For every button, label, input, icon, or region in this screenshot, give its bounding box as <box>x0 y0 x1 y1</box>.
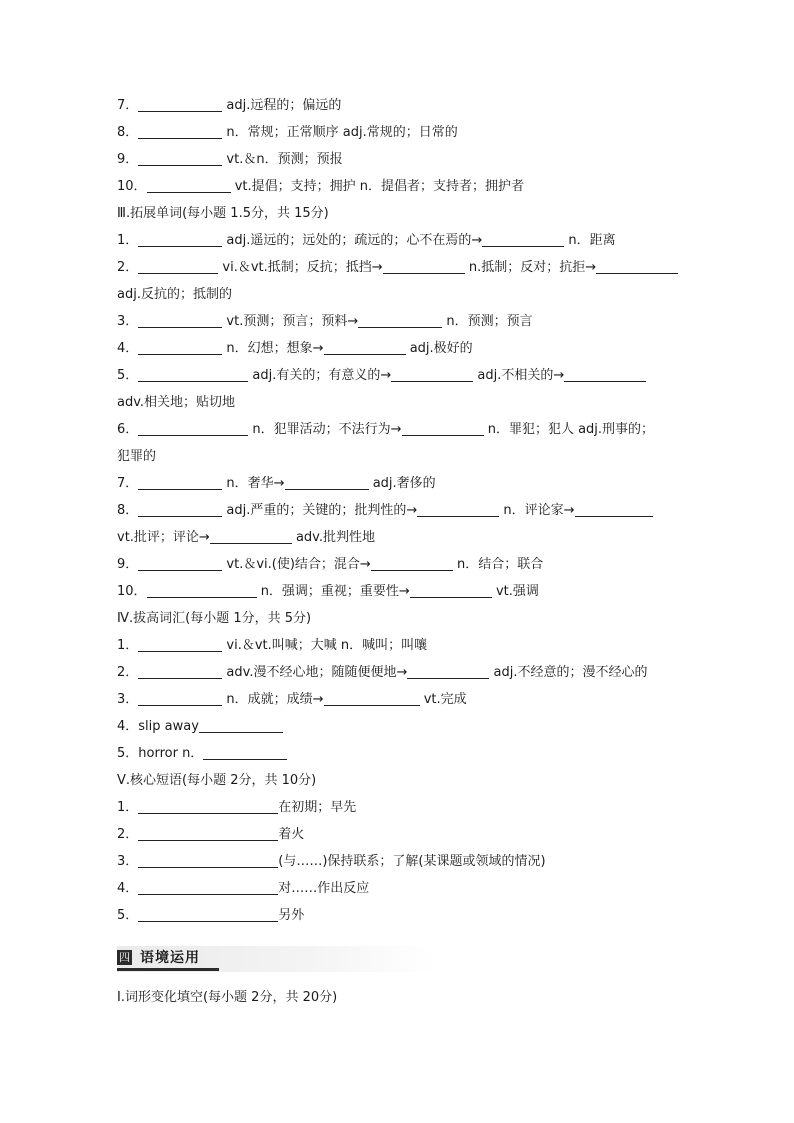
vocab-item-9: 9． vt.＆n．预测；预报 <box>117 152 343 167</box>
phrase-item-5: 5． 另外 <box>117 908 305 923</box>
answer-blank[interactable] <box>138 691 222 706</box>
section-underline <box>117 968 219 971</box>
answer-blank[interactable] <box>138 799 278 814</box>
phrase-item-1: 1． 在初期；早先 <box>117 800 357 815</box>
expand-item-8: 8． adj.严重的；关键的；批判性的→ n．评论家→ <box>117 497 682 524</box>
answer-blank[interactable] <box>138 421 248 436</box>
answer-blank[interactable] <box>147 583 257 598</box>
expand-item-6: 6． n．犯罪活动；不法行为→ n．罪犯；犯人 adj.刑事的； <box>117 422 655 437</box>
answer-blank[interactable] <box>138 124 222 139</box>
answer-blank[interactable] <box>138 556 222 571</box>
answer-blank[interactable] <box>482 232 564 247</box>
expand-item-3: 3． vt.预测；预言；预料→ n．预测；预言 <box>117 314 533 329</box>
answer-blank[interactable] <box>417 502 499 517</box>
vocab-item-10: 10． vt.提倡；支持；拥护 n．提倡者；支持者；拥护者 <box>117 179 524 194</box>
section-iv-heading: Ⅳ.拔高词汇(每小题 1分，共 5分) <box>117 611 312 626</box>
expand-item-6-cont: 犯罪的 <box>117 449 157 464</box>
expand-item-2: 2． vi.＆vt.抵制；反抗；抵挡→ n.抵制；反对；抗拒→ <box>117 254 682 281</box>
answer-blank[interactable] <box>324 340 406 355</box>
advanced-item-2: 2． adv.漫不经心地；随随便便地→ adj.不经意的；漫不经心的 <box>117 665 648 680</box>
expand-item-5: 5． adj.有关的；有意义的→ adj.不相关的→ <box>117 362 682 389</box>
expand-item-7: 7． n．奢华→ adj.奢侈的 <box>117 476 436 491</box>
section-v-heading: Ⅴ.核心短语(每小题 2分，共 10分) <box>117 773 317 788</box>
answer-blank[interactable] <box>138 502 222 517</box>
answer-blank[interactable] <box>210 529 292 544</box>
section-number-icon: 四 <box>119 951 130 964</box>
phrase-item-3: 3． (与……)保持联系；了解(某课题或领域的情况) <box>117 854 546 869</box>
answer-blank[interactable] <box>138 340 222 355</box>
vocab-item-7: 7． adj.远程的；偏远的 <box>117 98 342 113</box>
expand-item-4: 4． n．幻想；想象→ adj.极好的 <box>117 341 473 356</box>
answer-blank[interactable] <box>138 907 278 922</box>
answer-blank[interactable] <box>138 475 222 490</box>
answer-blank[interactable] <box>138 313 222 328</box>
answer-blank[interactable] <box>138 151 222 166</box>
answer-blank[interactable] <box>138 97 222 112</box>
vocab-item-8: 8． n．常规；正常顺序 adj.常规的；日常的 <box>117 125 458 140</box>
answer-blank[interactable] <box>138 259 218 274</box>
answer-blank[interactable] <box>391 367 473 382</box>
answer-blank[interactable] <box>138 232 222 247</box>
section-title: 语境运用 <box>140 950 200 966</box>
expand-item-9: 9． vt.＆vi.(使)结合；混合→ n．结合；联合 <box>117 557 544 572</box>
phrase-item-2: 2． 着火 <box>117 827 305 842</box>
answer-blank[interactable] <box>407 664 489 679</box>
answer-blank[interactable] <box>138 664 222 679</box>
section-banner <box>117 946 435 972</box>
answer-blank[interactable] <box>358 313 442 328</box>
answer-blank[interactable] <box>147 178 231 193</box>
answer-blank[interactable] <box>138 826 278 841</box>
answer-blank[interactable] <box>410 583 492 598</box>
answer-blank[interactable] <box>371 556 453 571</box>
answer-blank[interactable] <box>596 259 678 274</box>
expand-item-1: 1． adj.遥远的；远处的；疏远的；心不在焉的→ n．距离 <box>117 233 616 248</box>
phrase-item-4: 4． 对……作出反应 <box>117 881 370 896</box>
answer-blank[interactable] <box>575 502 653 517</box>
answer-blank[interactable] <box>138 853 278 868</box>
answer-blank[interactable] <box>324 691 420 706</box>
advanced-item-5: 5．horror n． <box>117 740 682 767</box>
answer-blank[interactable] <box>203 745 287 760</box>
advanced-item-3: 3． n．成就；成绩→ vt.完成 <box>117 692 467 707</box>
answer-blank[interactable] <box>138 880 278 895</box>
part-i-heading: Ⅰ.词形变化填空(每小题 2分，共 20分) <box>117 990 338 1005</box>
expand-item-8-cont: vt.批评；评论→ adv.批判性地 <box>117 530 376 545</box>
expand-item-2-cont: adj.反抗的；抵制的 <box>117 287 232 302</box>
answer-blank[interactable] <box>199 718 283 733</box>
advanced-item-4: 4．slip away <box>117 713 682 740</box>
advanced-item-1: 1． vi.＆vt.叫喊；大喊 n．喊叫；叫嚷 <box>117 638 428 653</box>
answer-blank[interactable] <box>138 367 248 382</box>
expand-item-5-cont: adv.相关地；贴切地 <box>117 395 236 410</box>
answer-blank[interactable] <box>285 475 369 490</box>
section-iii-heading: Ⅲ.拓展单词(每小题 1.5分，共 15分) <box>117 206 329 221</box>
answer-blank[interactable] <box>138 637 222 652</box>
answer-blank[interactable] <box>402 421 484 436</box>
answer-blank[interactable] <box>564 367 646 382</box>
expand-item-10: 10． n．强调；重视；重要性→ vt.强调 <box>117 584 539 599</box>
answer-blank[interactable] <box>383 259 465 274</box>
